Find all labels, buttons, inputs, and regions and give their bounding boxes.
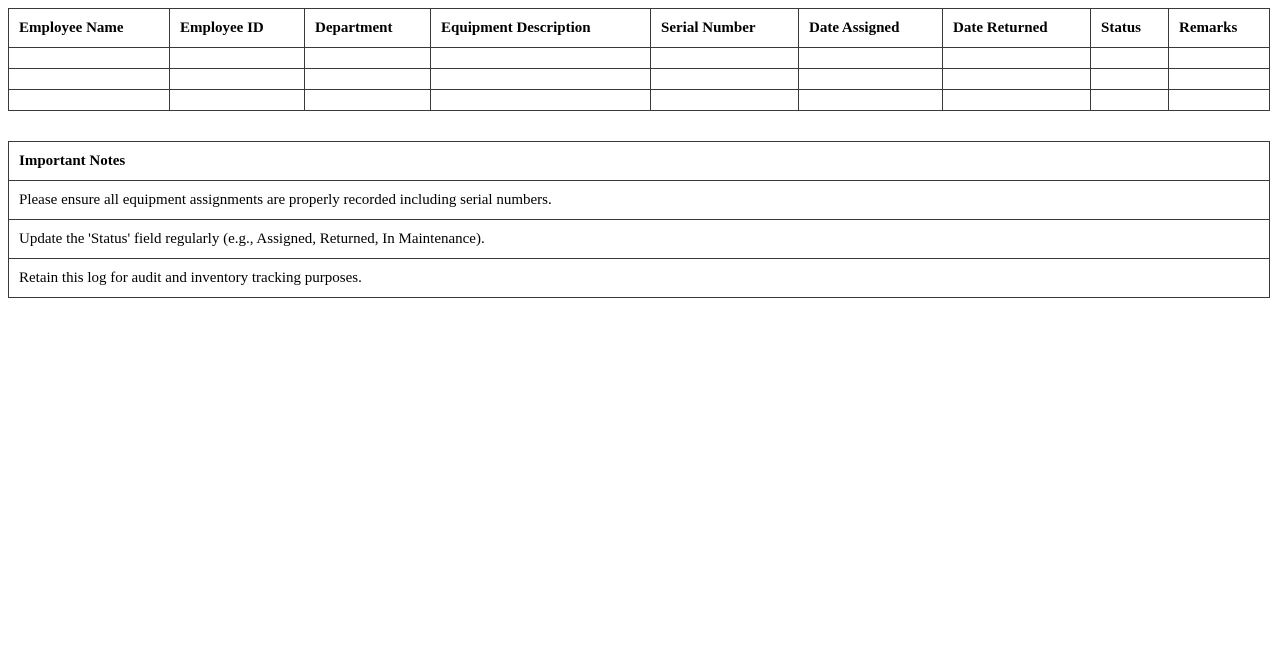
- table-cell[interactable]: [943, 69, 1091, 90]
- table-cell[interactable]: [799, 69, 943, 90]
- table-cell[interactable]: [170, 48, 305, 69]
- table-cell[interactable]: [943, 48, 1091, 69]
- column-header-serial-number: Serial Number: [651, 9, 799, 48]
- table-cell[interactable]: [1091, 90, 1169, 111]
- note-text: Please ensure all equipment assignments are properly recorded including serial numbers.: [9, 181, 1270, 220]
- column-header-department: Department: [305, 9, 431, 48]
- note-row: [9, 181, 1270, 220]
- note-row: [9, 259, 1270, 298]
- table-cell[interactable]: [170, 90, 305, 111]
- table-cell[interactable]: [9, 69, 170, 90]
- table-cell[interactable]: [305, 48, 431, 69]
- table-cell[interactable]: [1169, 69, 1270, 90]
- equipment-log-table: [8, 8, 1270, 111]
- table-row: [9, 90, 1270, 111]
- table-cell[interactable]: [651, 48, 799, 69]
- table-cell[interactable]: [1091, 48, 1169, 69]
- table-cell[interactable]: [305, 90, 431, 111]
- table-cell[interactable]: [943, 90, 1091, 111]
- table-cell[interactable]: [1169, 90, 1270, 111]
- column-header-equipment-description: Equipment Description: [431, 9, 651, 48]
- table-cell[interactable]: [1091, 69, 1169, 90]
- column-header-date-returned: Date Returned: [943, 9, 1091, 48]
- table-cell[interactable]: [799, 90, 943, 111]
- table-cell[interactable]: [431, 48, 651, 69]
- table-cell[interactable]: [651, 69, 799, 90]
- table-cell[interactable]: [431, 69, 651, 90]
- table-header-row: [9, 9, 1270, 48]
- table-cell[interactable]: [651, 90, 799, 111]
- table-row: [9, 69, 1270, 90]
- table-cell[interactable]: [305, 69, 431, 90]
- table-cell[interactable]: [799, 48, 943, 69]
- important-notes-table: [8, 141, 1270, 298]
- notes-header-row: [9, 142, 1270, 181]
- note-row: [9, 220, 1270, 259]
- column-header-status: Status: [1091, 9, 1169, 48]
- note-text: Update the 'Status' field regularly (e.g., Assigned, Returned, In Maintenance).: [9, 220, 1270, 259]
- notes-title: Important Notes: [9, 142, 1270, 181]
- table-cell[interactable]: [1169, 48, 1270, 69]
- table-cell[interactable]: [170, 69, 305, 90]
- column-header-remarks: Remarks: [1169, 9, 1270, 48]
- table-cell[interactable]: [431, 90, 651, 111]
- table-cell[interactable]: [9, 90, 170, 111]
- column-header-employee-name: Employee Name: [9, 9, 170, 48]
- column-header-date-assigned: Date Assigned: [799, 9, 943, 48]
- table-cell[interactable]: [9, 48, 170, 69]
- table-row: [9, 48, 1270, 69]
- column-header-employee-id: Employee ID: [170, 9, 305, 48]
- note-text: Retain this log for audit and inventory tracking purposes.: [9, 259, 1270, 298]
